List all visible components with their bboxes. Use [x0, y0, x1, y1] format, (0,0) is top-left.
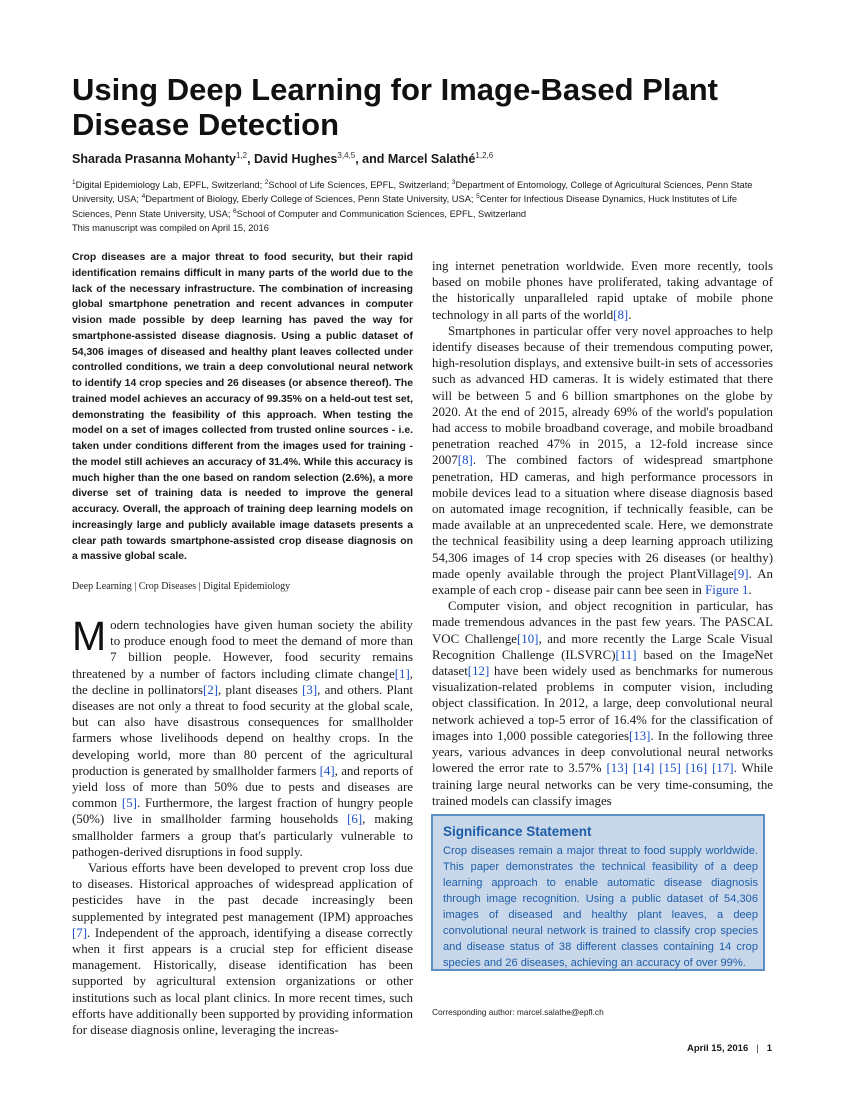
citation-link[interactable]: [2]: [202, 682, 218, 697]
body-paragraph: ing internet penetration worldwide. Even more recently, tools based on mobile phones have proliferated, taking advantage of the historically unparalleled rapid uptake of mobile phone technology in all parts of the world[8].: [432, 259, 773, 322]
citation-link[interactable]: [8]: [613, 307, 629, 322]
drop-cap: M: [72, 613, 107, 659]
significance-statement-box: [431, 814, 765, 971]
compiled-date: This manuscript was compiled on April 15, 2016: [72, 223, 269, 233]
footer-date: April 15, 2016: [686, 1043, 749, 1054]
affiliation-number: 6: [233, 207, 237, 215]
citation-link[interactable]: [13]: [606, 761, 628, 776]
citation-link[interactable]: [11]: [615, 647, 637, 662]
citation-link[interactable]: [14]: [632, 761, 655, 776]
author-affiliation-marker: 3,4,5: [337, 151, 356, 160]
body-paragraph: Computer vision, and object recognition in particular, has made tremendous advances in the past few years. The PASCAL VOC Challenge[10], and more recently the Large Scale Visual Recognition Challenge (ILSVRC)[11] based on the ImageNet dataset[12] have been widely used as benchmarks for numerous visualization-related problems in computer vision, including object classification. In 2012, a large, deep convolutional neural network achieved a top-5 error of 16.4% for the classification of images into 1,000 possible categories[13]. In the following three years, various advances in deep convolutional neural networks lowered the error rate to 3.57% [13] [14] [15] [16] [17]. While training large neural networks can be very time-consuming, the trained models can classify images: [432, 599, 774, 808]
affiliation-text: Digital Epidemiology Lab, EPFL, Switzerland;: [75, 180, 265, 191]
citation-link[interactable]: [3]: [302, 682, 318, 697]
citation-link[interactable]: [6]: [347, 812, 363, 827]
affiliation-text: School of Computer and Communication Sciences, EPFL, Switzerland: [236, 208, 527, 219]
affiliation-text: Department of Biology, Eberly College of Sciences, Penn State University, USA;: [145, 194, 477, 205]
author-separator: , and: [355, 152, 388, 167]
author-list: [72, 151, 493, 166]
page-number: 1: [766, 1043, 772, 1054]
citation-link[interactable]: [12]: [467, 664, 490, 679]
footer-separator: |: [756, 1043, 759, 1054]
left-column-body: [72, 613, 413, 1038]
citation-link[interactable]: [10]: [517, 631, 539, 646]
affiliation-number: 2: [264, 179, 269, 186]
body-paragraph: Smartphones in particular offer very novel approaches to help identify diseases because of their tremendous computing power, high-resolution displays, and extensive built-in sets of accessories such as advanced HD cameras. It is widely estimated that there will be between 5 and 6 billion smartphones on the globe by 2020. At the end of 2015, already 69% of the world's population had access to mobile broadband coverage, and mobile broadband penetration reached 47% in 2015, a 12-fold increase since 2007[8]. The combined factors of widespread smartphone penetration, HD cameras, and high performance processors in mobile devices lead to a situation where disease diagnosis based on automated image recognition, if technically feasible, can be made available at an unprecedented scale. Here, we demonstrate the technical feasibility using a deep learning approach utilizing 54,306 images of 14 crop species with 26 diseases (or healthy) made openly available through the project PlantVillage[9]. An example of each crop - disease pair cann bee seen in Figure 1.: [432, 323, 773, 598]
affiliation-text: Department of Entomology, College of Agricultural Sciences, Penn State University, USA;: [72, 180, 753, 205]
author-affiliation-marker: 1,2: [235, 151, 248, 160]
significance-text: Crop diseases remain a major threat to food supply worldwide. This paper demonstrates the technical feasibility of a deep learning approach to enable automatic disease diagnosis through image recognition. Using a public dataset of 54,306 images of diseased and healthy plant leaves, a deep convolutional neural network is trained to classify crop species and disease status of 38 different classes containing 14 crop species and 26 diseases, achieving an accuracy of over 99%.: [443, 845, 758, 969]
corresponding-author: Corresponding author: marcel.salathe@epfl.ch: [432, 1007, 604, 1017]
author-affiliation-marker: 1,2,6: [475, 151, 494, 160]
paper-title: Using Deep Learning for Image-Based Plant Disease Detection: [72, 72, 718, 142]
citation-link[interactable]: [8]: [457, 453, 473, 468]
keywords: Deep Learning | Crop Diseases | Digital Epidemiology: [72, 581, 291, 592]
body-paragraph: Modern technologies have given human society the ability to produce enough food to meet the demand of more than 7 billion people. However, food security remains threatened by a number of factors including climate change[1], the decline in pollinators[2], plant diseases [3], and others. Plant diseases are not only a threat to food security at the global scale, but can also have disastrous consequences for smallholder farmers whose livelihoods depend on healthy crops. In the developing world, more than 80 percent of the agricultural production is generated by smallholder farmers [4], and reports of yield loss of more than 50% due to pests and diseases are common [5]. Furthermore, the largest fraction of hungry people (50%) live in smallholder farming households [6], making smallholder farmers a group that's particularly vulnerable to pathogen-derived disruptions in food supply.: [72, 613, 413, 859]
affiliation-text: Center for Infectious Disease Dynamics, Huck Institutes of Life Sciences, Penn State University, USA;: [72, 194, 738, 219]
right-column-body: [432, 258, 773, 809]
affiliation-text: School of Life Sciences, EPFL, Switzerland;: [268, 180, 452, 191]
author-name: Sharada Prasanna Mohanty: [72, 152, 236, 167]
affiliation-number: 1: [72, 179, 76, 186]
citation-link[interactable]: [4]: [319, 763, 335, 778]
citation-link[interactable]: [13]: [629, 728, 651, 743]
affiliation-number: 4: [141, 193, 146, 201]
affiliation-number: 5: [476, 193, 480, 201]
citation-link[interactable]: [5]: [121, 796, 137, 811]
citation-link[interactable]: Figure 1: [705, 583, 749, 598]
page-footer: [687, 1043, 772, 1054]
citation-link[interactable]: [7]: [72, 925, 88, 940]
citation-link[interactable]: [1]: [394, 666, 410, 681]
citation-link[interactable]: [16]: [685, 761, 708, 776]
significance-heading: Significance Statement: [443, 824, 592, 839]
affiliation-number: 3: [451, 179, 456, 186]
author-separator: ,: [247, 152, 255, 167]
citation-link[interactable]: [17]: [712, 761, 734, 776]
author-name: David Hughes: [254, 152, 338, 167]
citation-link[interactable]: [9]: [733, 566, 749, 581]
abstract: Crop diseases are a major threat to food security, but their rapid identification remains difficult in many parts of the world due to the lack of the necessary infrastructure. The combination of increasing global smartphone penetration and recent advances in computer vision made possible by deep learning has paved the way for smartphone-assisted disease diagnosis. Using a public dataset of 54,306 images of diseased and healthy plant leaves collected under controlled conditions, we train a deep convolutional neural network to identify 14 crop species and 26 diseases (or absence thereof). The trained model achieves an accuracy of 99.35% on a held-out test set, demonstrating the feasibility of this approach. When testing the model on a set of images collected from trusted online sources - i.e. taken under conditions different from the images used for training - the model still achieves an accuracy of 31.4%. While this accuracy is much higher than the one based on random selection (2.6%), a more diverse set of training data is needed to improve the general accuracy. Overall, the approach of training deep learning models on increasingly large and publicly available image datasets presents a clear path towards smartphone-assisted crop disease diagnosis on a massive global scale.: [72, 252, 413, 563]
affiliations: [72, 177, 777, 220]
author-name: Marcel Salathé: [387, 152, 476, 167]
body-paragraph: Various efforts have been developed to prevent crop loss due to diseases. Historical approaches of widespread application of pesticides have in the past decade increasingly been supplemented by integrated pest management (IPM) approaches [7]. Independent of the approach, identifying a disease correctly when it first appears is a crucial step for efficient disease management. Historically, disease identification has been supported by agricultural extension organizations or other institutions such as local plant clinics. In more recent times, such efforts have additionally been supported by providing information for disease diagnosis online, leveraging the increas-: [72, 861, 413, 1038]
citation-link[interactable]: [15]: [659, 761, 681, 776]
